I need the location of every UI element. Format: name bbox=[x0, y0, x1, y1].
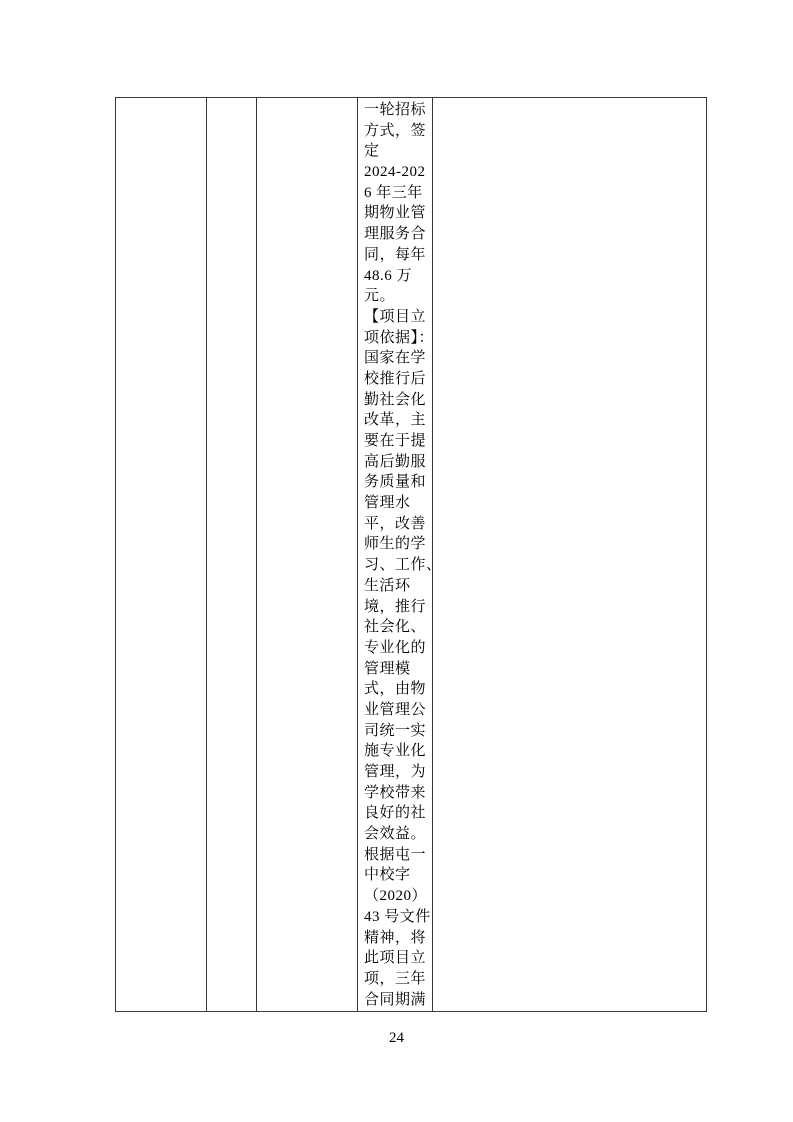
budget-project-table bbox=[115, 97, 707, 1012]
text-line: 合同期满 bbox=[364, 991, 427, 1008]
text-line: 境，推行 bbox=[364, 598, 427, 615]
text-line: 施专业化 bbox=[364, 743, 427, 760]
text-line: 习、工作、 bbox=[364, 557, 442, 574]
text-line: 此项目立 bbox=[364, 950, 427, 967]
text-line: 一轮招标 bbox=[364, 102, 427, 118]
project-description-text bbox=[358, 98, 442, 1010]
text-line: 式，由物 bbox=[364, 681, 427, 698]
text-line: 6 年三年 bbox=[364, 184, 423, 201]
text-line: 定 bbox=[364, 143, 380, 160]
table-cell-project-description bbox=[358, 98, 442, 1011]
text-line: （2020） bbox=[364, 888, 428, 905]
text-line: 精神，将 bbox=[364, 929, 427, 946]
text-line: 师生的学 bbox=[364, 536, 427, 553]
text-line: 管理模 bbox=[364, 660, 411, 677]
table-cell-empty-1 bbox=[116, 98, 207, 1011]
text-line: 元。 bbox=[364, 288, 396, 305]
text-line: 司统一实 bbox=[364, 722, 427, 739]
text-line: 高后勤服 bbox=[364, 453, 427, 470]
text-line: 社会化、 bbox=[364, 619, 427, 636]
text-line: 【项目立 bbox=[364, 308, 427, 325]
text-line: 48.6 万 bbox=[364, 267, 413, 284]
table-cell-empty-4 bbox=[433, 98, 706, 1011]
text-line: 中校字 bbox=[364, 867, 411, 884]
text-line: 生活环 bbox=[364, 577, 411, 594]
page-number: 24 bbox=[389, 1030, 404, 1046]
text-line: 2024-202 bbox=[364, 164, 426, 181]
text-line: 根据屯一 bbox=[364, 846, 427, 863]
text-line: 项，三年 bbox=[364, 970, 427, 987]
text-line: 改革，主 bbox=[364, 412, 427, 429]
text-line: 期物业管 bbox=[364, 205, 427, 222]
text-line: 会效益。 bbox=[364, 826, 427, 843]
text-line: 校推行后 bbox=[364, 370, 427, 387]
text-line: 管理水 bbox=[364, 495, 411, 512]
text-line: 学校带来 bbox=[364, 784, 427, 801]
text-line: 同，每年 bbox=[364, 246, 427, 263]
text-line: 专业化的 bbox=[364, 639, 427, 656]
text-line: 要在于提 bbox=[364, 433, 427, 449]
text-line: 43 号文件 bbox=[364, 908, 431, 925]
table-cell-empty-3 bbox=[257, 98, 358, 1011]
text-line: 平，改善 bbox=[364, 515, 427, 532]
text-line: 务质量和 bbox=[364, 474, 427, 491]
text-line: 理服务合 bbox=[364, 226, 427, 243]
text-line: 管理，为 bbox=[364, 764, 427, 780]
text-line: 业管理公 bbox=[364, 701, 427, 718]
table-cell-empty-2 bbox=[207, 98, 257, 1011]
text-line: 方式，签 bbox=[364, 122, 427, 139]
text-line: 国家在学 bbox=[364, 350, 427, 367]
text-line: 勤社会化 bbox=[364, 391, 427, 408]
text-line: 项依据】： bbox=[364, 329, 435, 346]
text-line: 良好的社 bbox=[364, 805, 427, 822]
